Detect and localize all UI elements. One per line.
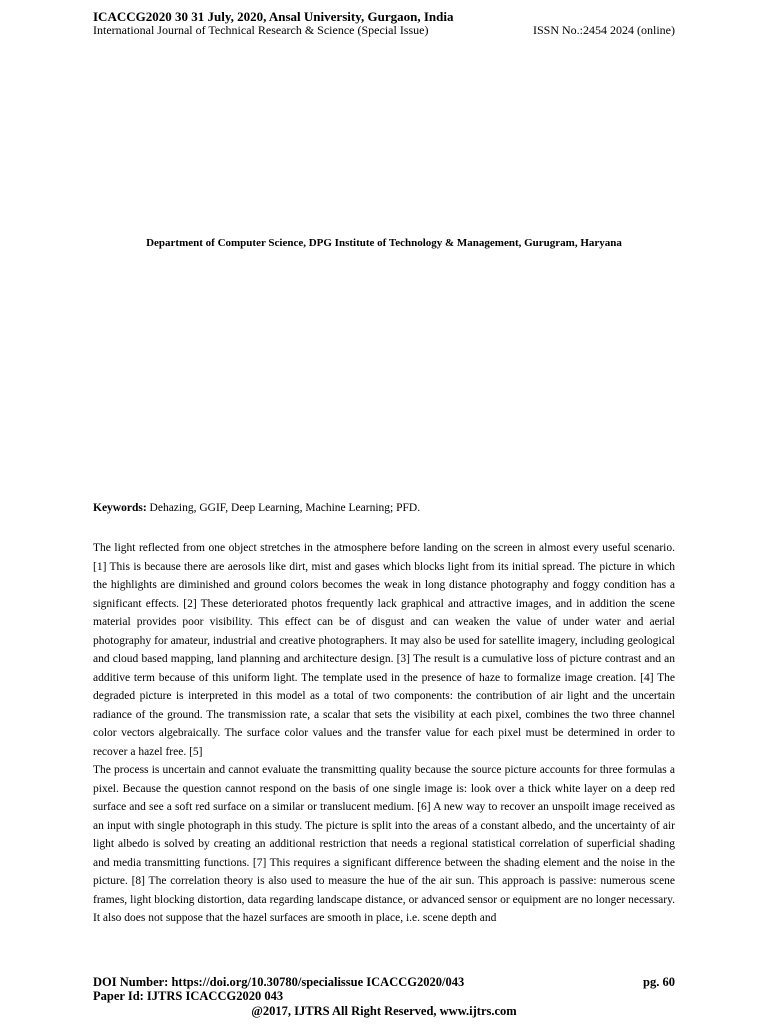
page-footer (93, 975, 675, 1018)
keywords-line (93, 501, 675, 515)
author-affiliation: Department of Computer Science, DPG Institute of Technology & Management, Gurugram, Haryana (146, 237, 622, 249)
body-paragraph-2: The process is uncertain and cannot evaluate the transmitting quality because the source picture accounts for three formulas a pixel. Because the question cannot respond on the basis of one single image is: look over a thick white layer on a deep red surface and see a soft red surface on a similar or translucent medium. [6] A new way to recover an unspoilt image received as an input with single photograph in this study. The picture is split into the areas of a constant albedo, and the uncertainty of air light albedo is solved by creating an additional restriction that needs a regional statistical correlation of superficial shading and media transmitting functions. [7] This requires a significant difference between the shading element and the noise in the picture. [8] The correlation theory is also used to measure the hue of the air sun. This approach is passive: numerous scene frames, light blocking distortion, data regarding landscape distance, or advanced sensor or equipment are no longer necessary. It also does not suppose that the hazel surfaces are smooth in place, i.e. scene depth and (93, 764, 675, 924)
page-number: pg. 60 (643, 975, 675, 989)
copyright-notice: @2017, IJTRS All Right Reserved, www.ijtrs.com (251, 1004, 517, 1018)
journal-header (93, 23, 675, 37)
footer-doi-row (93, 975, 675, 989)
body-text (93, 539, 675, 928)
body-paragraph-1: The light reflected from one object stretches in the atmosphere before landing on the screen in almost every useful scenario. [1] This is because there are aerosols like dirt, mist and gases which blocks light from its initial spread. The picture in which the highlights are diminished and ground colors becomes the weak in long distance photography and foggy condition has a significant effects. [2] These deteriorated photos frequently lack graphical and attractive images, and in addition the scene material provides poor visibility. This effect can be of disgust and can weaken the value of under water and aerial photography for amateur, industrial and creative photographers. It may also be used for satellite imagery, including geological and cloud based mapping, land planning and architecture design. [3] The result is a cumulative loss of picture contrast and an additive term because of this uniform light. The template used in the presence of haze to formalize image creation. [4] The degraded picture is interpreted in this model as a total of two components: the contribution of air light and the uncertain radiance of the ground. The transmission rate, a scalar that sets the visibility at each pixel, combines the two three channel color vectors algebraically. The surface color values and the transfer value for each pixel must be determined in order to recover a hazel free. [5] (93, 542, 675, 758)
keywords-text: Dehazing, GGIF, Deep Learning, Machine Learning; PFD. (146, 502, 421, 514)
doi-number: DOI Number: https://doi.org/10.30780/specialissue ICACCG2020/043 (93, 975, 465, 989)
conference-header: ICACCG2020 30 31 July, 2020, Ansal University, Gurgaon, India (93, 9, 454, 24)
journal-title: International Journal of Technical Research & Science (Special Issue) (93, 23, 429, 37)
paper-id: Paper Id: IJTRS ICACCG2020 043 (93, 989, 284, 1003)
issn-number: ISSN No.:2454 2024 (online) (533, 23, 675, 37)
keywords-label: Keywords: (93, 502, 147, 514)
